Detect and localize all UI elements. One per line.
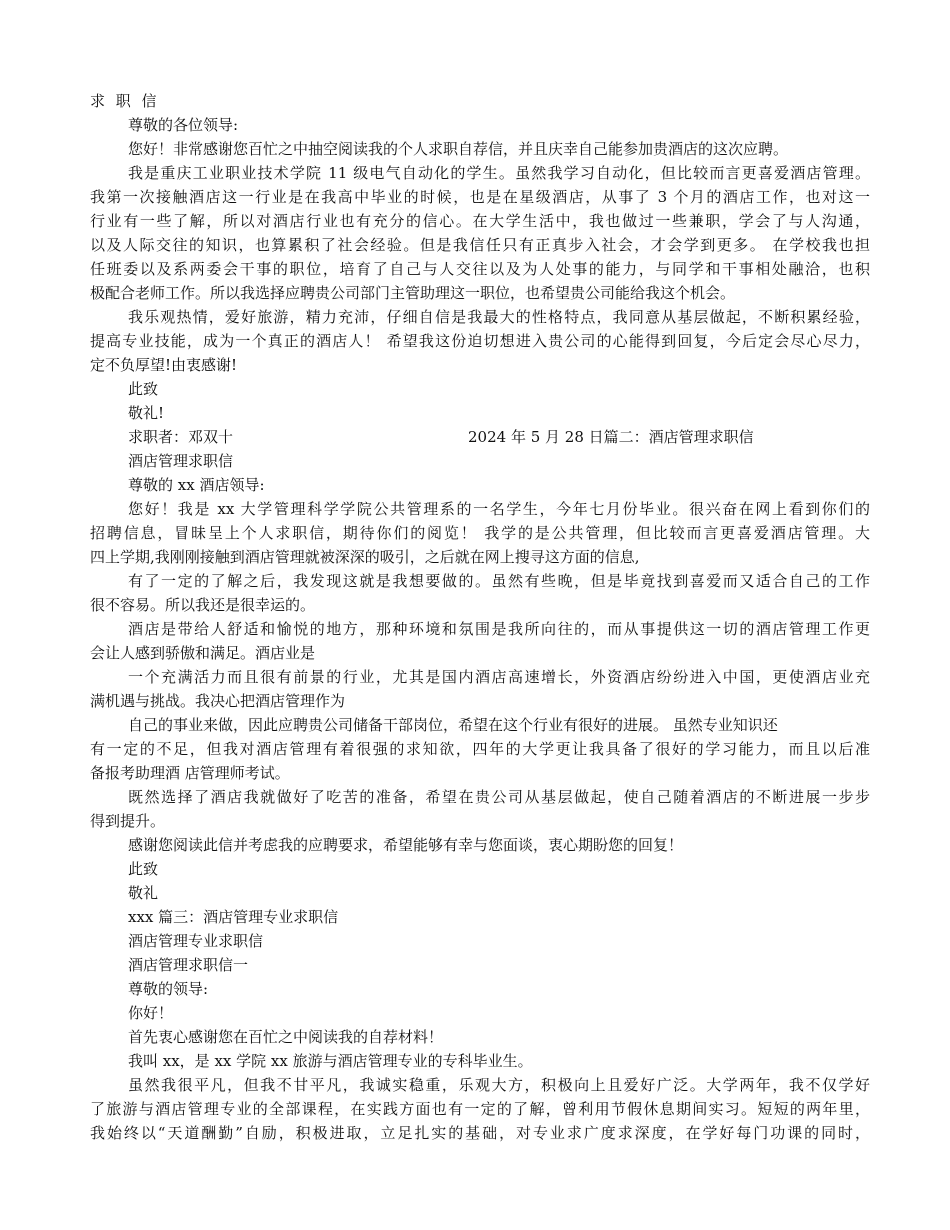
- text-line: 提高专业技能，成为一个真正的酒店人！ 希望我这份迫切想进入贵公司的心能得到回复，今后定会尽心尽力，: [90, 332, 870, 350]
- text-line: 任班委以及系两委会干事的职位，培育了自己与人交往以及为人处事的能力，与同学和干事相处融洽，也积: [90, 260, 870, 278]
- text-line: 有一定的不足，但我对酒店管理有着很强的求知欲，四年的大学更让我具备了很好的学习能力，而且以后准: [90, 740, 870, 758]
- text-line: 了旅游与酒店管理专业的全部课程，在实践方面也有一定的了解，曾利用节假休息期间实习。短短的两年里，: [90, 1100, 870, 1118]
- text-line: 酒店是带给人舒适和愉悦的地方，那种环境和氛围是我所向往的，而从事提供这一切的酒店管理工作更: [128, 620, 870, 638]
- text-line: 首先衷心感谢您在百忙之中阅读我的自荐材料！: [128, 1028, 444, 1046]
- text-line: 极配合老师工作。所以我选择应聘贵公司部门主管助理这一职位，也希望贵公司能给我这个机会。: [90, 284, 736, 302]
- text-line: 得到提升。: [90, 812, 166, 830]
- salutation: 尊敬的领导:: [128, 980, 209, 998]
- section-title: 酒店管理求职信一: [128, 956, 249, 974]
- closing-line: 此致: [128, 860, 159, 878]
- signature-name: 求职者：邓双十: [128, 428, 234, 446]
- section-title: xxx 篇三：酒店管理专业求职信: [128, 908, 339, 926]
- text-line: 会让人感到骄傲和满足。酒店业是: [90, 644, 316, 662]
- closing-line: 此致: [128, 380, 159, 398]
- text-line: 您好！非常感谢您百忙之中抽空阅读我的个人求职自荐信，并且庆幸自己能参加贵酒店的这次应聘。: [128, 140, 789, 158]
- text-line: 一个充满活力而且很有前景的行业，尤其是国内酒店高速增长，外资酒店纷纷进入中国，更使酒店业充: [128, 668, 870, 686]
- text-line: 虽然我很平凡，但我不甘平凡，我诚实稳重，乐观大方，积极向上且爱好广泛。大学两年，我不仅学好: [128, 1076, 870, 1094]
- text-line: 您好！我是 xx 大学管理科学学院公共管理系的一名学生，今年七月份毕业。很兴奋在网上看到你们的: [128, 500, 870, 518]
- text-line: 四上学期,我刚刚接触到酒店管理就被深深的吸引，之后就在网上搜寻这方面的信息,: [90, 548, 640, 566]
- text-line: 有了一定的了解之后，我发现这就是我想要做的。虽然有些晚，但是毕竟找到喜爱而又适合自己的工作: [128, 572, 870, 590]
- text-line: 我乐观热情，爱好旅游，精力充沛，仔细自信是我最大的性格特点，我同意从基层做起，不断积累经验，: [128, 308, 870, 326]
- section-title: 酒店管理求职信: [128, 452, 234, 470]
- text-line: 备报考助理酒 店管理师考试。: [90, 764, 290, 782]
- signature-line: [128, 426, 870, 448]
- text-line: 以及人际交往的知识，也算累积了社会经验。但是我信任只有正真步入社会，才会学到更多。 在学校我也担: [90, 236, 870, 254]
- text-line: 我叫 xx，是 xx 学院 xx 旅游与酒店管理专业的专科毕业生。: [128, 1052, 533, 1070]
- closing-line: 敬礼!: [128, 404, 165, 422]
- text-line: 我始终以“天道酬勤”自励，积极进取，立足扎实的基础，对专业求广度求深度，在学好每门功课的同时，: [90, 1124, 870, 1142]
- text-line: 感谢您阅读此信并考虑我的应聘要求，希望能够有幸与您面谈，衷心期盼您的回复！: [128, 836, 684, 854]
- text-line: 我是重庆工业职业技术学院 11 级电气自动化的学生。虽然我学习自动化，但比较而言更喜爱酒店管理。: [128, 164, 870, 182]
- section-title: 酒店管理专业求职信: [128, 932, 264, 950]
- salutation: 尊敬的各位领导:: [128, 116, 239, 134]
- text-line: 招聘信息，冒昧呈上个人求职信，期待你们的阅览！ 我学的是公共管理，但比较而言更喜爱酒店管理。大: [90, 524, 870, 542]
- doc-title: 求 职 信: [90, 92, 160, 110]
- text-line: 我第一次接触酒店这一行业是在我高中毕业的时候，也是在星级酒店，从事了 3 个月的酒店工作，也对这一: [90, 188, 870, 206]
- signature-date: 2024 年 5 月 28 日篇二：酒店管理求职信: [468, 428, 754, 446]
- greeting: 你好！: [128, 1004, 174, 1022]
- text-line: 满机遇与挑战。我决心把酒店管理作为: [90, 692, 346, 710]
- text-line: 行业有一些了解，所以对酒店行业也有充分的信心。在大学生活中，我也做过一些兼职，学会了与人沟通，: [90, 212, 870, 230]
- text-line: 自己的事业来做，因此应聘贵公司储备干部岗位，希望在这个行业有很好的进展。 虽然专业知识还: [128, 716, 778, 734]
- text-line: 很不容易。所以我还是很幸运的。: [90, 596, 316, 614]
- salutation: 尊敬的 xx 酒店领导:: [128, 476, 265, 494]
- closing-line: 敬礼: [128, 884, 159, 902]
- text-line: 定不负厚望!由衷感谢!: [90, 356, 238, 374]
- text-line: 既然选择了酒店我就做好了吃苦的准备，希望在贵公司从基层做起，使自己随着酒店的不断进展一步步: [128, 788, 870, 806]
